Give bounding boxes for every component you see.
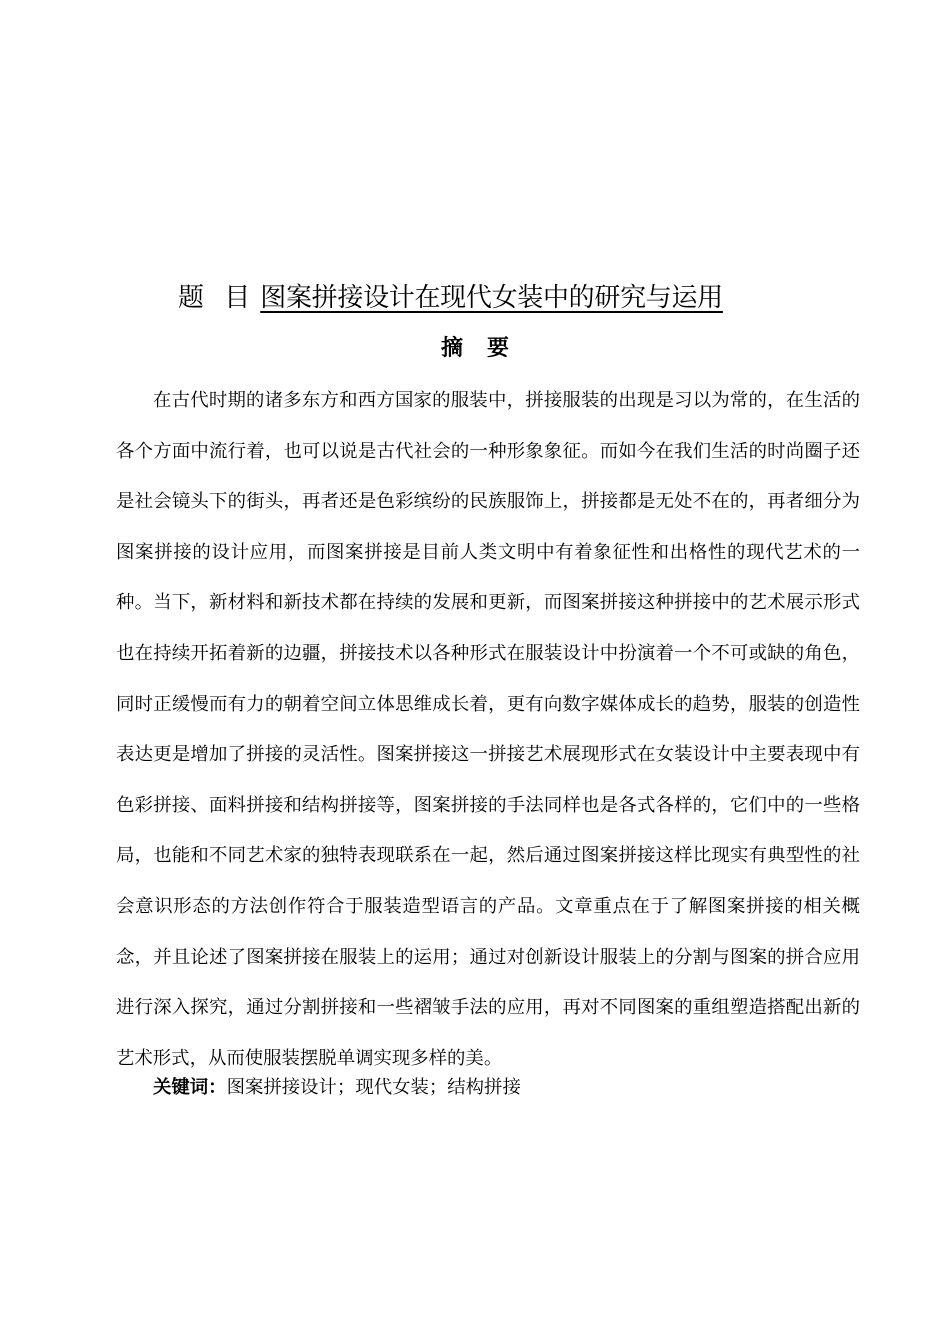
- abstract-body: 在古代时期的诸多东方和西方国家的服装中，拼接服装的出现是习以为常的，在生活的各个方面中流行着，也可以说是古代社会的一种形象象征。而如今在我们生活的时尚圈子还是社会镜头下的街头，再者还是色彩缤纷的民族服饰上，拼接都是无处不在的，再者细分为图案拼接的设计应用，而图案拼接是目前人类文明中有着象征性和出格性的现代艺术的一种。当下，新材料和新技术都在持续的发展和更新，而图案拼接这种拼接中的艺术展示形式也在持续开拓着新的边疆，拼接技术以各种形式在服装设计中扮演着一个不可或缺的角色，同时正缓慢而有力的朝着空间立体思维成长着，更有向数字媒体成长的趋势，服装的创造性表达更是增加了拼接的灵活性。图案拼接这一拼接艺术展现形式在女装设计中主要表现中有色彩拼接、面料拼接和结构拼接等，图案拼接的手法同样也是各式各样的，它们中的一些格局，也能和不同艺术家的独特表现联系在一起，然后通过图案拼接这样比现实有典型性的社会意识形态的方法创作符合于服装造型语言的产品。文章重点在于了解图案拼接的相关概念，并且论述了图案拼接在服装上的运用；通过对创新设计服装上的分割与图案的拼合应用进行深入探究，通过分割拼接和一些褶皱手法的应用，再对不同图案的重组塑造搭配出新的艺术形式，从而使服装摆脱单调实现多样的美。: [116, 390, 860, 1069]
- keywords-label: 关键词：: [153, 1077, 227, 1098]
- abstract-heading-text: 摘要: [440, 335, 533, 361]
- keywords-line: [153, 1070, 521, 1106]
- title-label: 题 目: [178, 283, 257, 313]
- keywords-value: 图案拼接设计；现代女装；结构拼接: [226, 1077, 521, 1098]
- abstract-heading: [0, 332, 950, 364]
- title-text: 图案拼接设计在现代女装中的研究与运用: [260, 283, 723, 313]
- thesis-title: [178, 280, 723, 316]
